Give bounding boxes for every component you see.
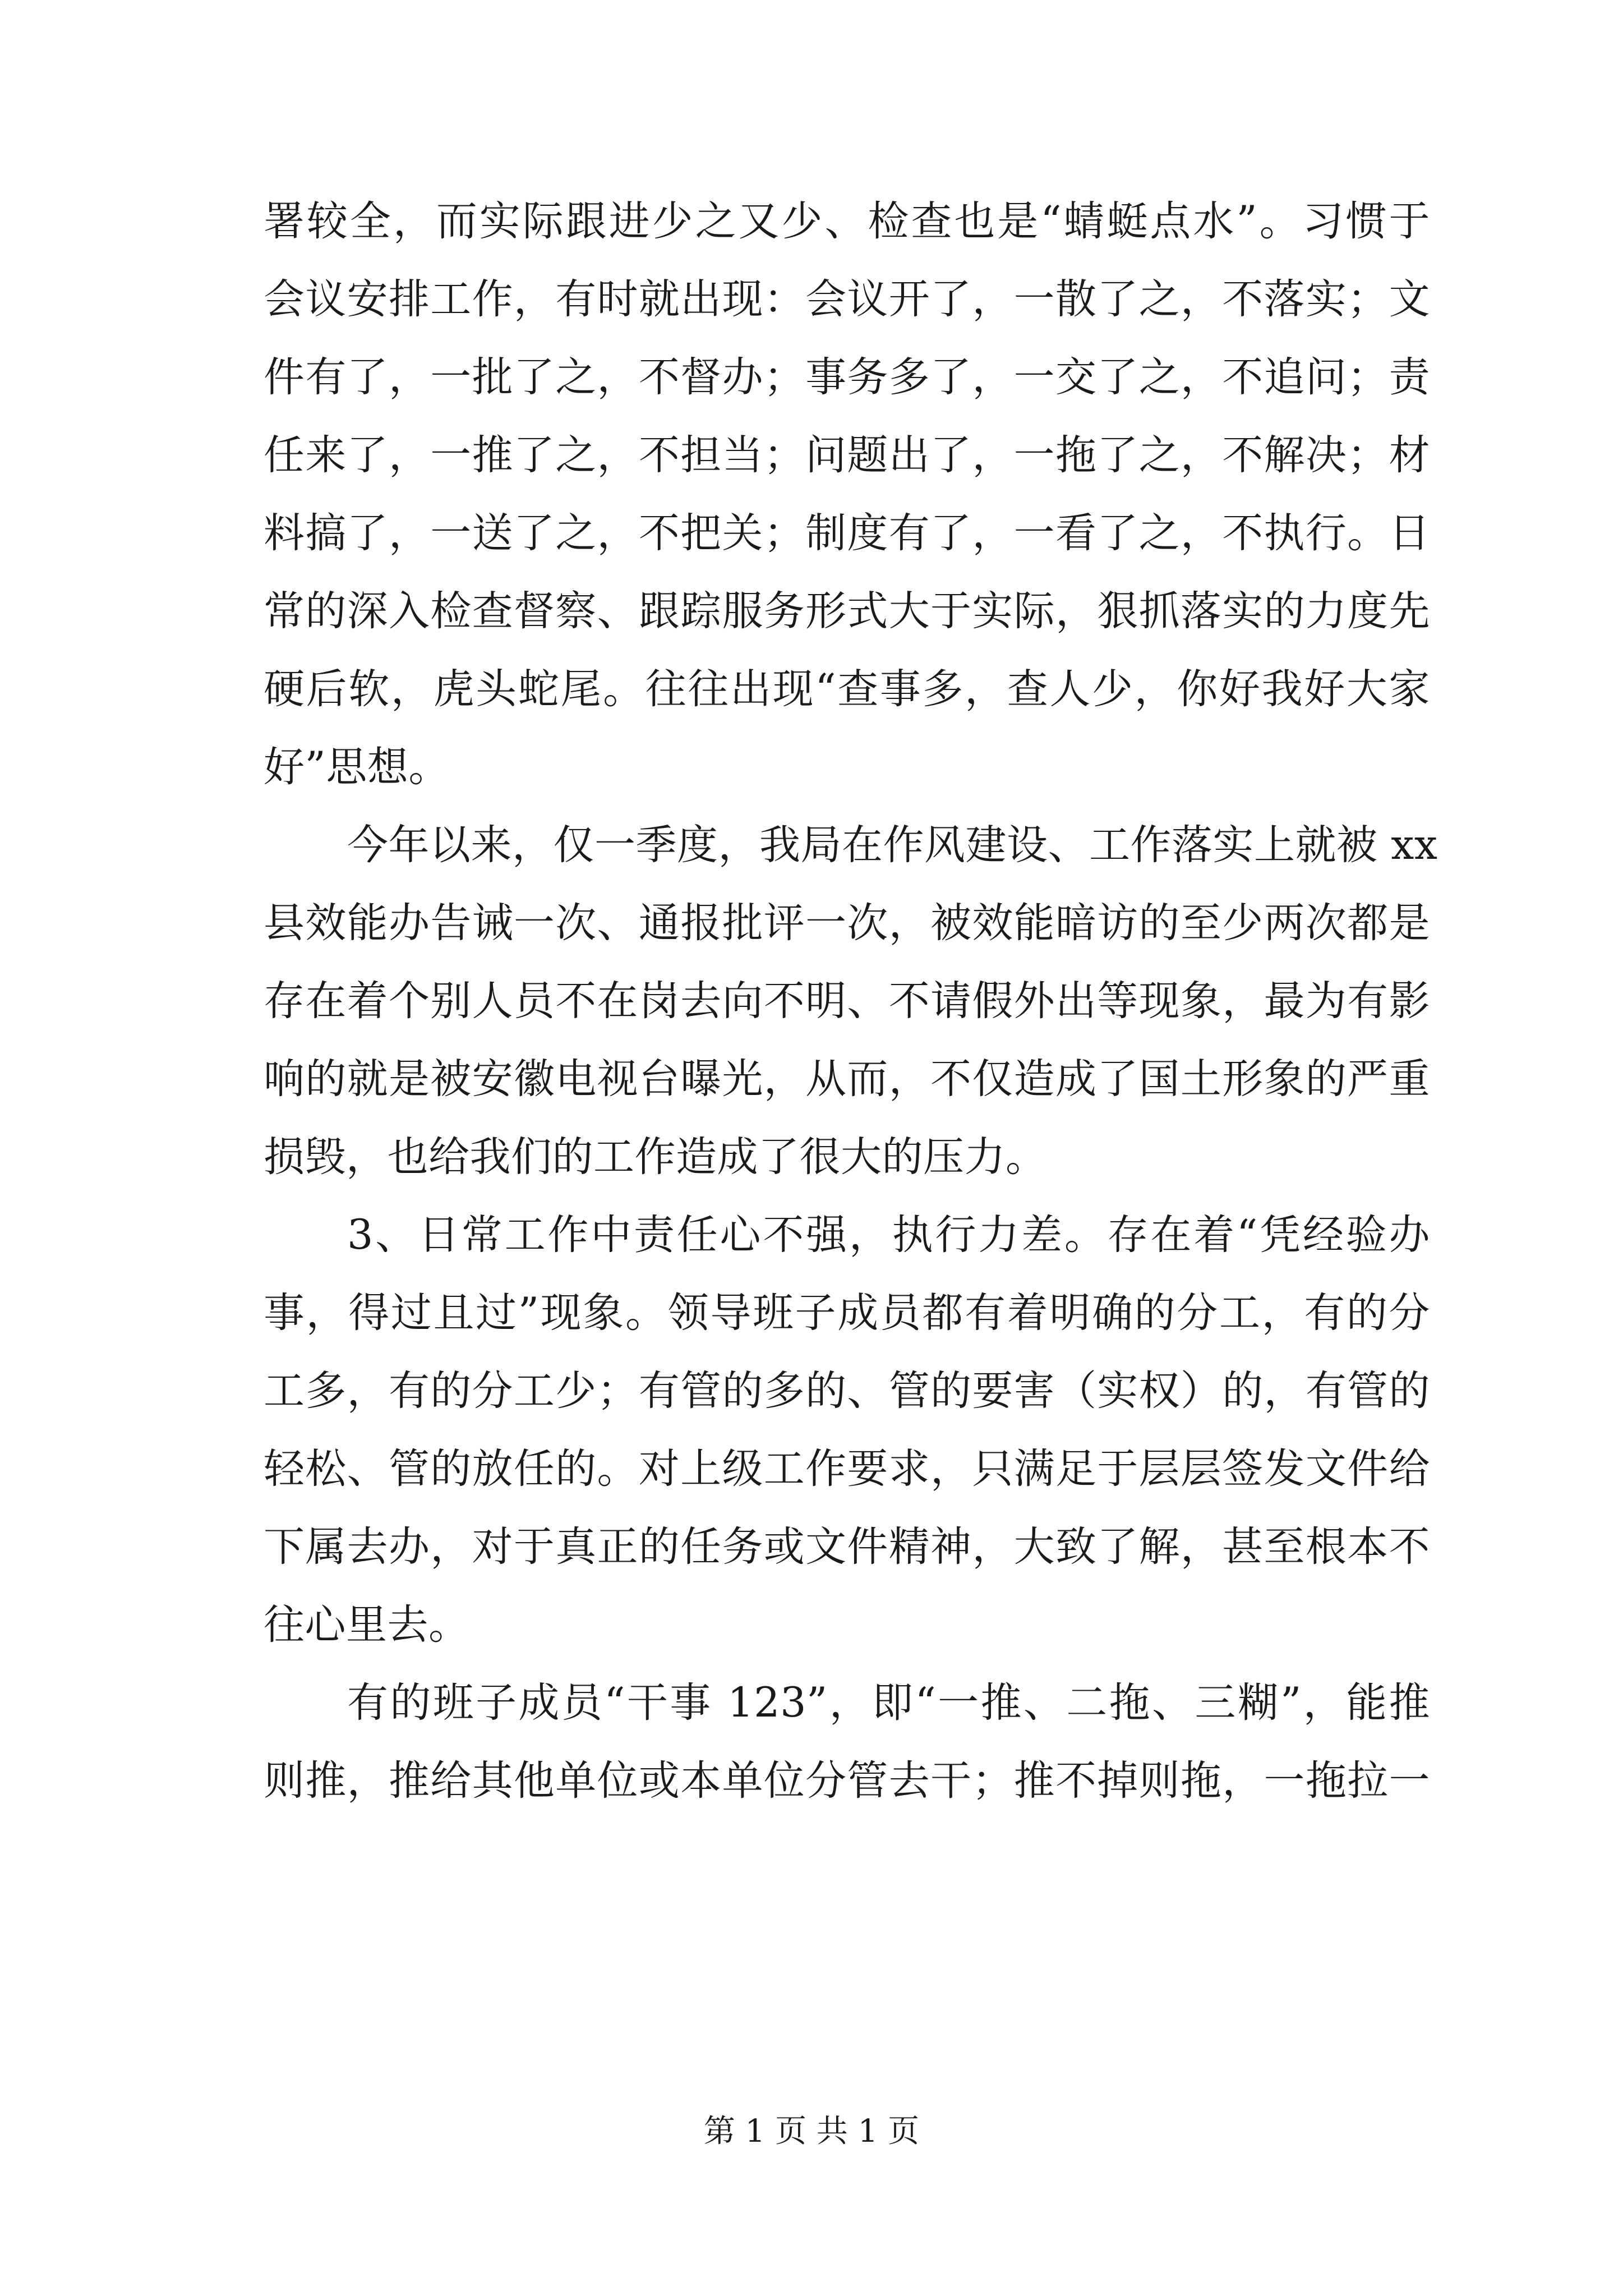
text-line: 响的就是被安徽电视台曝光，从而，不仅造成了国土形象的严重 — [264, 1055, 1430, 1103]
text-line: 硬后软，虎头蛇尾。往往出现“查事多，查人少，你好我好大家 — [264, 665, 1430, 713]
text-line: 好”思想。 — [264, 743, 450, 791]
text-line: 往心里去。 — [264, 1601, 470, 1649]
text-line: 事，得过且过”现象。领导班子成员都有着明确的分工，有的分 — [264, 1289, 1430, 1337]
text-line: 下属去办，对于真正的任务或文件精神，大致了解，甚至根本不 — [264, 1523, 1430, 1571]
text-line: 则推，推给其他单位或本单位分管去干；推不掉则拖，一拖拉一 — [264, 1757, 1430, 1805]
text-line: 工多，有的分工少；有管的多的、管的要害（实权）的，有管的 — [264, 1367, 1430, 1415]
text-line: 今年以来，仅一季度，我局在作风建设、工作落实上就被 xx — [347, 821, 1438, 869]
text-line: 料搞了，一送了之，不把关；制度有了，一看了之，不执行。日 — [264, 509, 1430, 557]
text-line: 存在着个别人员不在岗去向不明、不请假外出等现象，最为有影 — [264, 977, 1430, 1025]
text-line: 县效能办告诫一次、通报批评一次，被效能暗访的至少两次都是 — [264, 899, 1430, 947]
text-line: 损毁，也给我们的工作造成了很大的压力。 — [264, 1133, 1047, 1181]
text-line: 任来了，一推了之，不担当；问题出了，一拖了之，不解决；材 — [264, 431, 1430, 479]
text-line: 件有了，一批了之，不督办；事务多了，一交了之，不追问；责 — [264, 353, 1430, 401]
text-line: 署较全，而实际跟进少之又少、检查也是“蜻蜓点水”。习惯于 — [264, 197, 1430, 245]
text-line: 有的班子成员“干事 123”，即“一推、二拖、三糊”，能推 — [347, 1679, 1430, 1727]
document-body — [264, 182, 1438, 1820]
text-line: 轻松、管的放任的。对上级工作要求，只满足于层层签发文件给 — [264, 1445, 1430, 1493]
text-line: 3、日常工作中责任心不强，执行力差。存在着“凭经验办 — [347, 1211, 1430, 1259]
text-line: 会议安排工作，有时就出现：会议开了，一散了之，不落实；文 — [264, 275, 1430, 323]
page-footer: 第 1 页 共 1 页 — [703, 2113, 920, 2150]
text-line: 常的深入检查督察、跟踪服务形式大于实际，狠抓落实的力度先 — [264, 587, 1430, 635]
